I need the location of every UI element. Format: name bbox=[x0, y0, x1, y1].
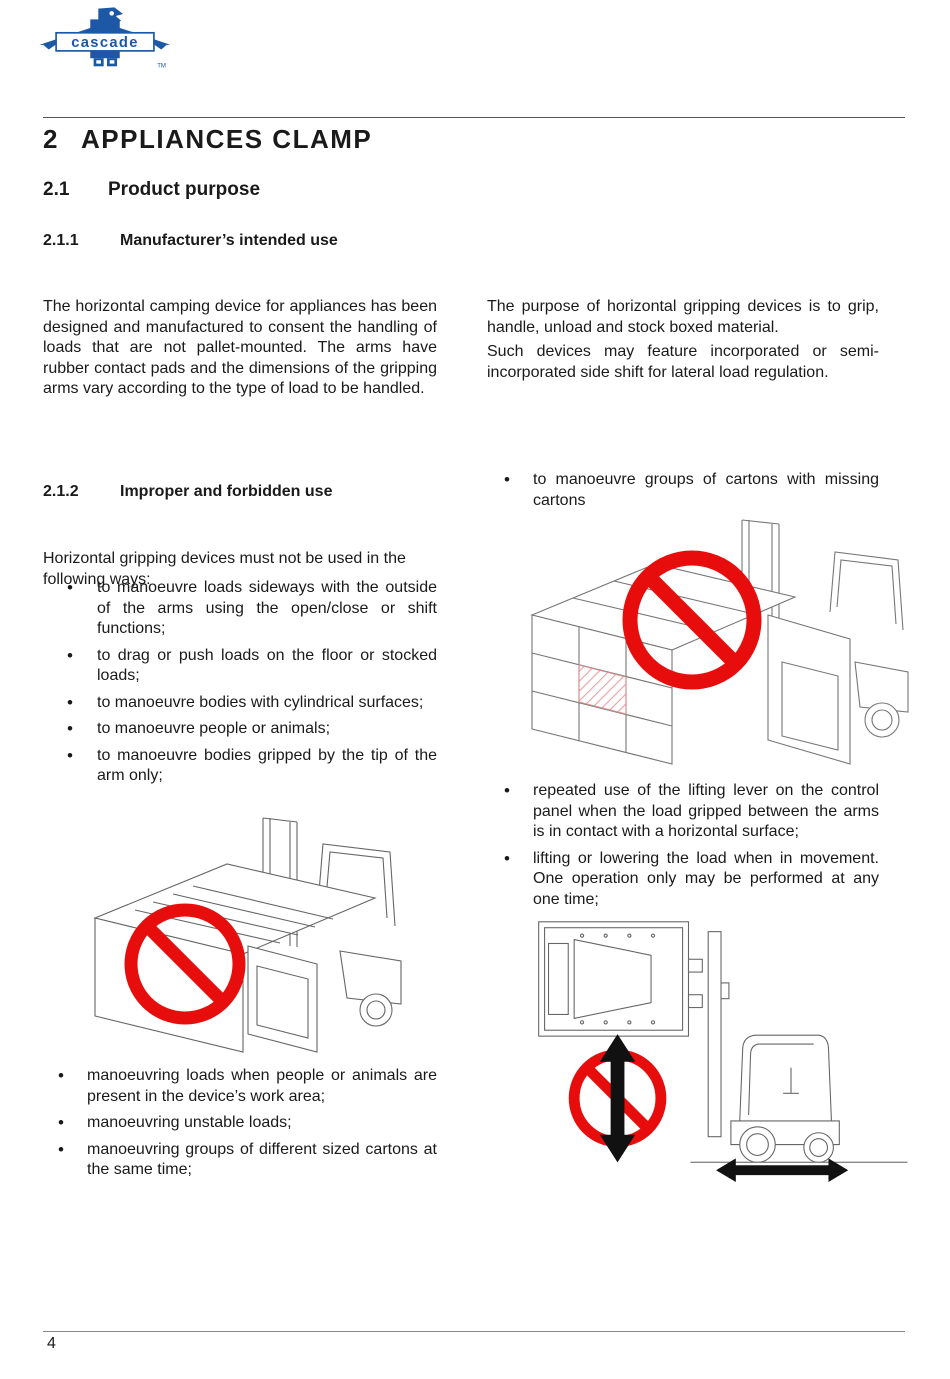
cascade-eagle-icon bbox=[38, 6, 172, 73]
forbidden-use-intro: Horizontal gripping devices must not be used in the following ways: bbox=[43, 550, 406, 588]
list-item: • manoeuvring groups of different sized cartons at the same time; bbox=[43, 1140, 437, 1181]
subsubsection-heading-intended-use bbox=[43, 232, 338, 250]
logo-trademark: TM bbox=[157, 63, 166, 70]
forbidden-use-list-right-top bbox=[487, 470, 879, 517]
list-item: • to manoeuvre bodies gripped by the tip of the arm only; bbox=[43, 746, 437, 787]
intended-use-right-paragraph-1: The purpose of horizontal gripping devices is to grip, handle, unload and stock boxed material. bbox=[487, 298, 879, 336]
list-item: • manoeuvring unstable loads; bbox=[43, 1113, 437, 1134]
list-item: • to manoeuvre groups of cartons with missing cartons bbox=[487, 470, 879, 511]
intended-use-left-paragraph: The horizontal camping device for appliances has been designed and manufactured to consent the handling of loads that are not pallet-mounted. The arms have rubber contact pads and the dimensions of the gripping arms vary according to the type of load to be handled. bbox=[43, 298, 437, 397]
list-item: • to drag or push loads on the floor or stocked loads; bbox=[43, 646, 437, 687]
clamp-plan-view-line-art bbox=[539, 922, 703, 1036]
figure-missing-cartons-prohibited bbox=[520, 512, 916, 774]
subsection-heading-product-purpose bbox=[43, 179, 260, 201]
figure-lift-while-moving-prohibited bbox=[528, 908, 918, 1184]
page-number: 4 bbox=[47, 1335, 56, 1352]
header-rule bbox=[43, 117, 905, 118]
list-item: • to manoeuvre loads sideways with the outside of the arms using the open/close or shift functions; bbox=[43, 578, 437, 640]
forbidden-use-list-left bbox=[43, 578, 437, 793]
subsubsection-title: Improper and forbidden use bbox=[120, 483, 333, 500]
list-item: • manoeuvring loads when people or animals are present in the device’s work area; bbox=[43, 1066, 437, 1107]
section-heading bbox=[43, 124, 372, 155]
subsubsection-number: 2.1.1 bbox=[43, 232, 79, 249]
footer-rule bbox=[43, 1331, 905, 1332]
intended-use-right-paragraph-2: Such devices may feature incorporated or semi-incorporated side shift for lateral load regulation. bbox=[487, 343, 879, 381]
forbidden-use-list-right bbox=[487, 781, 879, 916]
subsubsection-title: Manufacturer’s intended use bbox=[120, 232, 338, 249]
forklift-side-view-line-art bbox=[708, 932, 839, 1163]
figure-tip-grip-prohibited bbox=[85, 806, 405, 1054]
list-item: • repeated use of the lifting lever on the control panel when the load gripped between the arms is in contact with a horizontal surface; bbox=[487, 781, 879, 843]
cascade-logo bbox=[38, 6, 172, 78]
subsection-number: 2.1 bbox=[43, 179, 70, 200]
section-title: APPLIANCES CLAMP bbox=[81, 124, 373, 154]
carton-stack-line-art bbox=[532, 564, 850, 764]
list-item: • to manoeuvre bodies with cylindrical surfaces; bbox=[43, 693, 437, 714]
section-number: 2 bbox=[43, 124, 58, 154]
forbidden-use-list-left-bottom bbox=[43, 1066, 437, 1187]
subsubsection-heading-forbidden-use bbox=[43, 483, 332, 501]
logo-wordmark: cascade bbox=[71, 34, 139, 51]
subsubsection-number: 2.1.2 bbox=[43, 483, 79, 500]
subsection-title: Product purpose bbox=[108, 179, 261, 200]
list-item: • to manoeuvre people or animals; bbox=[43, 719, 437, 740]
list-item: • lifting or lowering the load when in movement. One operation only may be performed at any one time; bbox=[487, 849, 879, 911]
